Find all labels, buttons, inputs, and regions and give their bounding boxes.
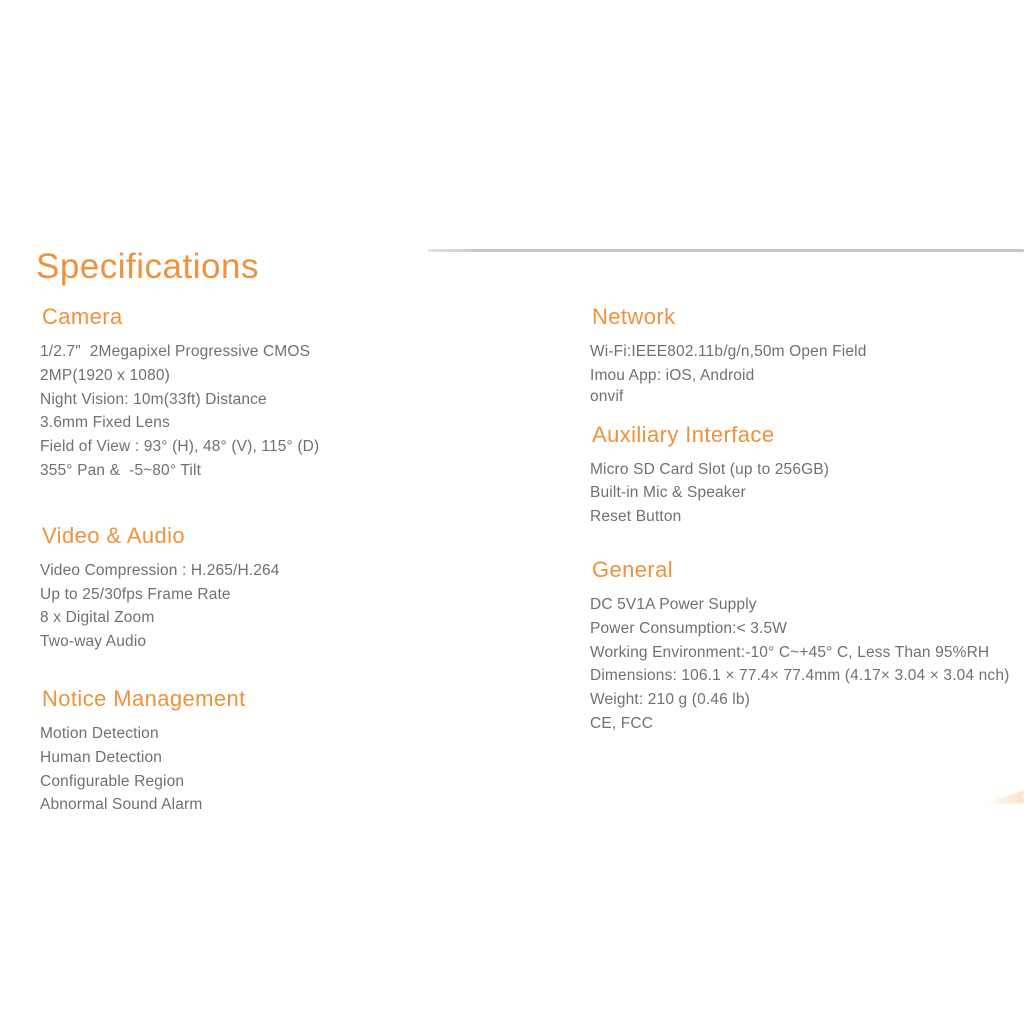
spec-item: 355° Pan & -5~80° Tilt — [40, 461, 202, 479]
spec-item: Built-in Mic & Speaker — [590, 484, 746, 502]
spec-column-right — [590, 306, 1024, 736]
spec-item: Reset Button — [590, 508, 682, 526]
spec-item: Micro SD Card Slot (up to 256GB) — [590, 460, 830, 478]
spec-item: Working Environment:-10° C~+45° C, Less Than 95%RH — [590, 643, 990, 661]
section-video-audio — [40, 522, 545, 654]
section-heading-general: General — [592, 556, 674, 582]
spec-item: Night Vision: 10m(33ft) Distance — [40, 390, 267, 408]
section-heading-notice-management: Notice Management — [42, 685, 246, 711]
spec-item: Power Consumption:< 3.5W — [590, 619, 788, 637]
spec-item: Configurable Region — [40, 772, 185, 790]
spec-item: Imou App: iOS, Android — [590, 366, 755, 384]
spec-item: 8 x Digital Zoom — [40, 609, 155, 627]
spec-item: CE, FCC — [590, 714, 654, 732]
section-heading-video-audio: Video & Audio — [42, 522, 186, 548]
spec-item: Video Compression : H.265/H.264 — [40, 561, 280, 579]
section-general — [590, 556, 1024, 736]
spec-item: Weight: 210 g (0.46 lb) — [590, 691, 750, 709]
spec-item: Field of View : 93° (H), 48° (V), 115° (D) — [40, 438, 320, 456]
spec-item: Motion Detection — [40, 724, 159, 742]
spec-item: Dimensions: 106.1 × 77.4× 77.4mm (4.17× 3.04 × 3.04 nch) — [590, 667, 1010, 685]
section-auxiliary-interface — [590, 421, 1024, 529]
spec-item: Two-way Audio — [40, 633, 147, 651]
section-heading-network: Network — [592, 304, 676, 329]
title-divider-line — [428, 249, 1024, 252]
section-heading-auxiliary-interface: Auxiliary Interface — [592, 421, 775, 447]
spec-item: DC 5V1A Power Supply — [590, 595, 757, 613]
section-heading-camera: Camera — [42, 304, 123, 329]
spec-item: 3.6mm Fixed Lens — [40, 414, 170, 432]
spec-item: 2MP(1920 x 1080) — [40, 366, 170, 384]
spec-item: Abnormal Sound Alarm — [40, 796, 203, 814]
page-title: Specifications — [36, 247, 259, 287]
section-notice-management — [40, 685, 545, 817]
spec-column-left — [40, 306, 545, 817]
section-camera — [40, 306, 545, 483]
spec-item: 1/2.7" 2Megapixel Progressive CMOS — [40, 343, 311, 360]
section-network — [590, 306, 1024, 406]
spec-item: onvif — [590, 387, 624, 405]
decorative-corner-accent — [982, 789, 1024, 804]
spec-item: Human Detection — [40, 748, 163, 766]
spec-item: Wi-Fi:IEEE802.11b/g/n,50m Open Field — [590, 343, 867, 360]
spec-item: Up to 25/30fps Frame Rate — [40, 585, 231, 603]
